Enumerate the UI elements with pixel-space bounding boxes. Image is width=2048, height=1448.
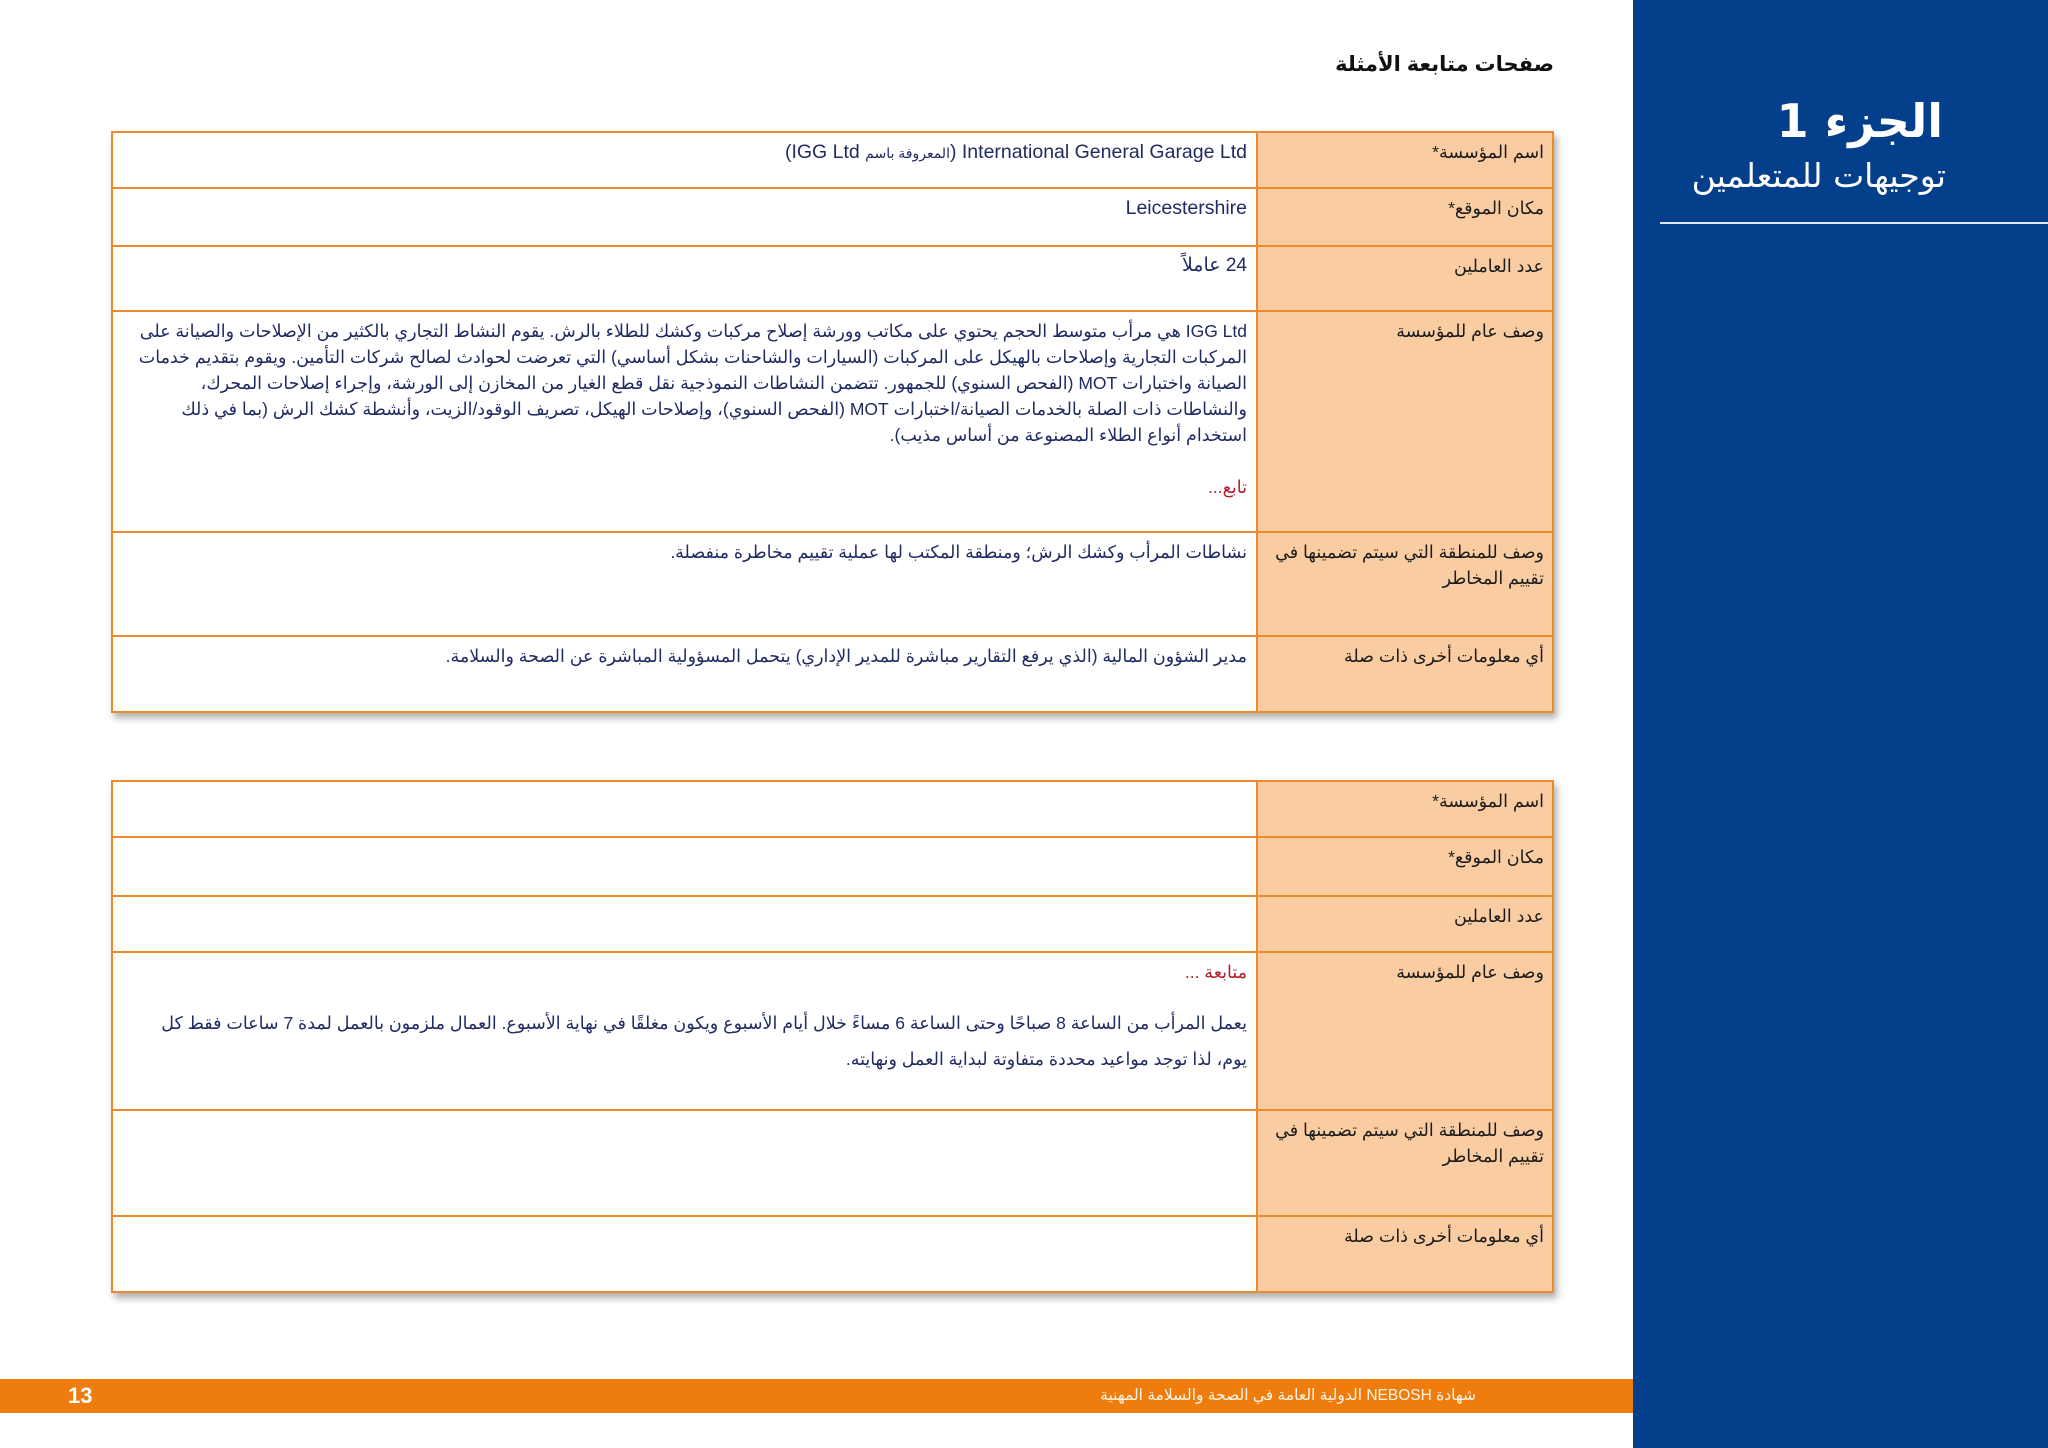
employees-label: عدد العاملين: [1256, 897, 1552, 951]
organisation-full-name: International General Garage Ltd (: [949, 141, 1247, 163]
description-text: IGG Ltd هي مرأب متوسط الحجم يحتوي على مكاتب وورشة إصلاح مركبات وكشك للطلاء بالرش. يقوم النشاط التجاري بالكثير من الإصلاحات والصيانة على المركبات التجارية وإصلاحات بالهيكل على المركبات (السيارات والشاحنات بشكل أساسي) التي تعرضت لحوادث لصالح شركات التأمين. ويقوم بتقديم خدمات الصيانة واختبارات MOT (الفحص السنوي) للجمهور. تتضمن النشاطات النموذجية نقل قطع الغيار من المخازن إلى الورشة، وإجراء إصلاحات المحرك، والنشاطات ذات الصلة بالخدمات الصيانة/اختبارات MOT (الفحص السنوي)، وإصلاحات الهيكل، تصريف الوقود/الزيت، وأنشطة كشك الرش (بما في ذلك استخدام أنواع الطلاء المصنوعة من أساس مذيب).: [138, 321, 1247, 445]
continuation-note: متابعة ...: [1184, 962, 1247, 982]
organisation-value: [113, 133, 1256, 187]
page-title: صفحات متابعة الأمثلة: [1335, 53, 1554, 76]
location-label: مكان الموقع*: [1256, 189, 1552, 245]
table-row-other-info: [113, 637, 1552, 711]
description-text: يعمل المرأب من الساعة 8 صباحًا وحتى الساعة 6 مساءً خلال أيام الأسبوع ويكون مغلقًا في نهاية الأسبوع. العمال ملزمون بالعمل لمدة 7 ساعات فقط كل يوم، لذا توجد مواعيد محددة متفاوتة لبداية العمل ونهايته.: [161, 1013, 1247, 1069]
location-label: مكان الموقع*: [1256, 838, 1552, 895]
other-info-label: أي معلومات أخرى ذات صلة: [1256, 637, 1552, 711]
organisation-label: اسم المؤسسة*: [1256, 133, 1552, 187]
employees-label: عدد العاملين: [1256, 247, 1552, 310]
description-label: وصف عام للمؤسسة: [1256, 312, 1552, 531]
table-row-risk-area: [113, 533, 1552, 637]
page-number: 13: [68, 1383, 93, 1408]
organisation-short-name: IGG Ltd): [784, 141, 866, 163]
organisation-value-empty: [113, 782, 1256, 836]
table-row-location: [113, 189, 1552, 247]
description-value: [113, 312, 1256, 531]
risk-area-value-empty: [113, 1111, 1256, 1215]
other-info-value-empty: [113, 1217, 1256, 1291]
employees-value-empty: [113, 897, 1256, 951]
section-sidebar: [1633, 0, 2048, 1448]
table-row-organisation: [113, 782, 1552, 838]
description-value: [113, 953, 1256, 1109]
other-info-value: مدير الشؤون المالية (الذي يرفع التقارير مباشرة للمدير الإداري) يتحمل المسؤولية المباشرة عن الصحة والسلامة.: [445, 646, 1247, 666]
table-row-other-info: [113, 1217, 1552, 1291]
risk-area-label: وصف للمنطقة التي سيتم تضمينها في تقييم المخاطر: [1256, 533, 1552, 635]
part-subtitle: توجيهات للمتعلمين: [1691, 156, 1946, 195]
organisation-label: اسم المؤسسة*: [1256, 782, 1552, 836]
example-details-table: [111, 131, 1554, 713]
table-row-risk-area: [113, 1111, 1552, 1217]
continuation-details-table: [111, 780, 1554, 1293]
table-row-employees: [113, 897, 1552, 953]
other-info-label: أي معلومات أخرى ذات صلة: [1256, 1217, 1552, 1291]
certificate-title: شهادة NEBOSH الدولية العامة في الصحة والسلامة المهنية: [1100, 1387, 1476, 1404]
description-label: وصف عام للمؤسسة: [1256, 953, 1552, 1109]
table-row-description: [113, 312, 1552, 533]
risk-area-label: وصف للمنطقة التي سيتم تضمينها في تقييم المخاطر: [1256, 1111, 1552, 1215]
employees-value: 24 عاملاً: [1181, 255, 1247, 276]
organisation-known-as: المعروفة باسم: [865, 145, 950, 161]
location-value-empty: [113, 838, 1256, 895]
table-row-location: [113, 838, 1552, 897]
continued-note: تابع...: [1208, 477, 1247, 497]
table-row-organisation: [113, 133, 1552, 189]
sidebar-divider: [1660, 222, 2048, 224]
page-footer: [0, 1379, 1633, 1413]
table-row-description: [113, 953, 1552, 1111]
risk-area-value: نشاطات المرأب وكشك الرش؛ ومنطقة المكتب لها عملية تقييم مخاطرة منفصلة.: [670, 542, 1247, 562]
table-row-employees: [113, 247, 1552, 312]
part-title: الجزء 1: [1776, 94, 1943, 148]
location-value: Leicestershire: [1125, 197, 1247, 219]
